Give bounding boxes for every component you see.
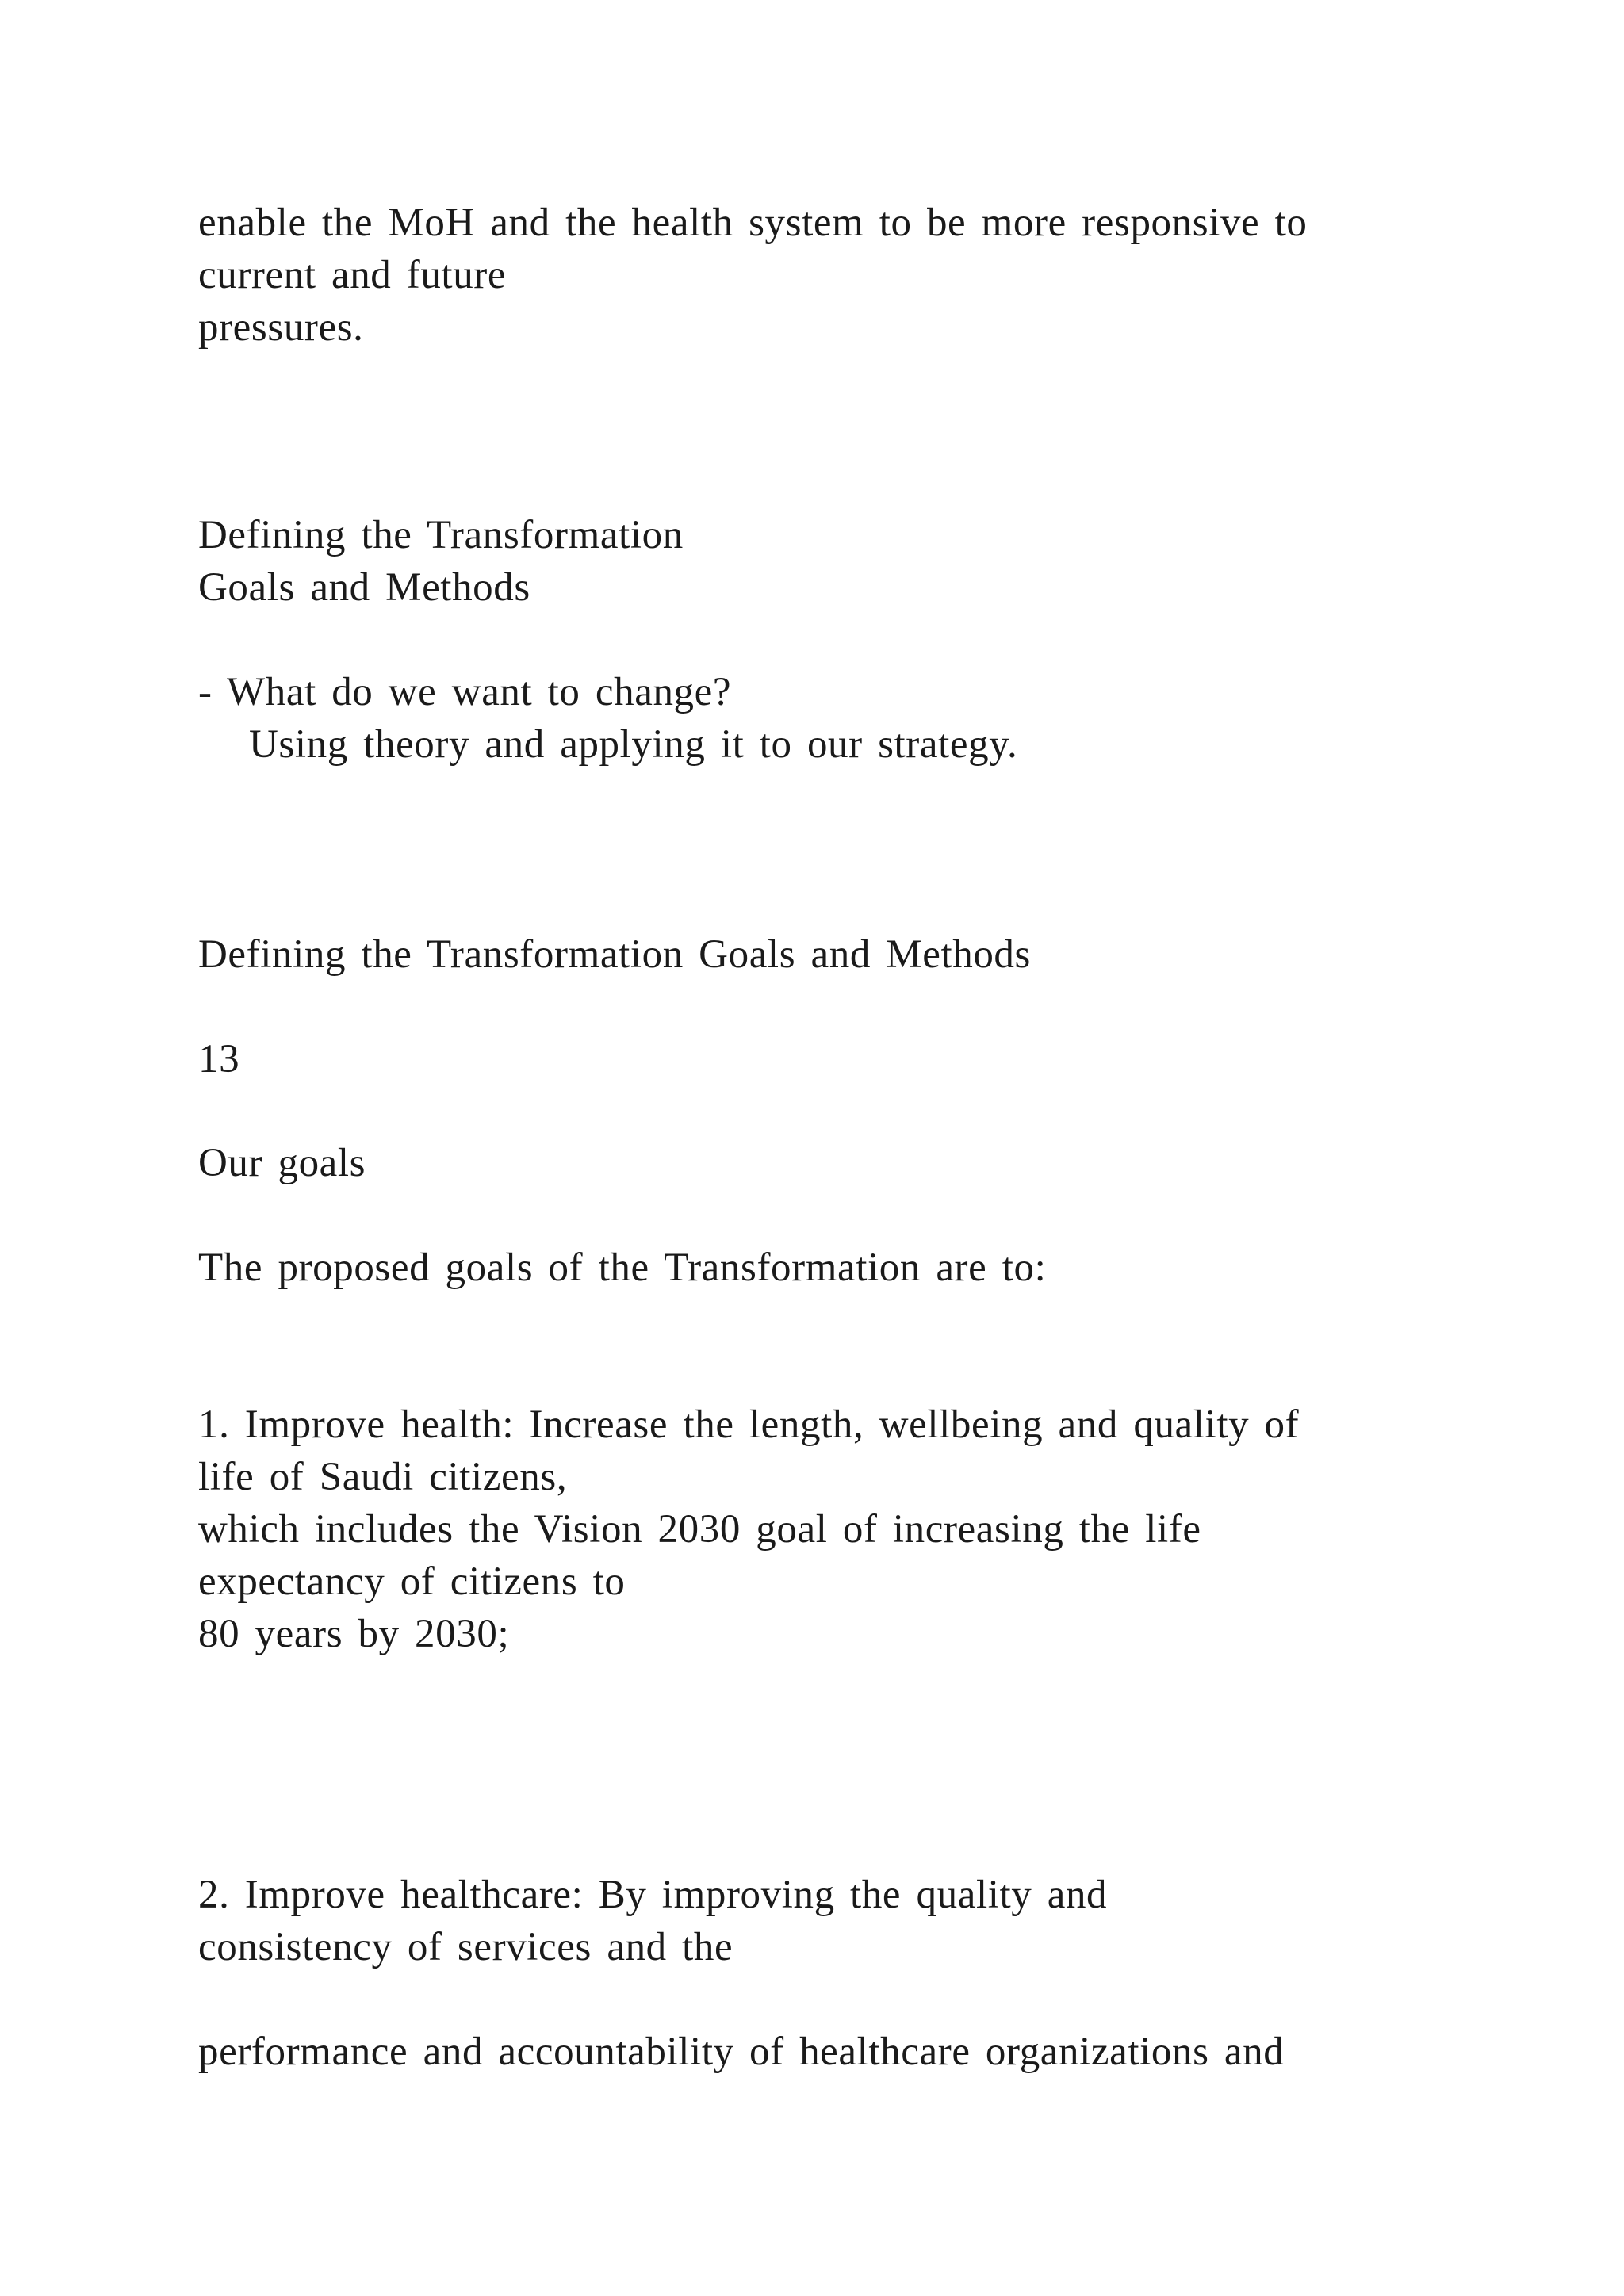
subheading: Our goals (198, 1141, 366, 1185)
list-item-line: consistency of services and the (198, 1925, 733, 1969)
text-line: The proposed goals of the Transformation are to: (198, 1246, 1047, 1290)
list-item-line: expectancy of citizens to (198, 1559, 626, 1604)
list-item-line: performance and accountability of healthcare organizations and (198, 2030, 1285, 2074)
list-item-line: which includes the Vision 2030 goal of increasing the life (198, 1507, 1201, 1552)
section-heading: Goals and Methods (198, 565, 530, 610)
text-line: Using theory and applying it to our strategy. (249, 722, 1018, 767)
section-heading: Defining the Transformation Goals and Methods (198, 932, 1031, 977)
text-line: enable the MoH and the health system to be more responsive to (198, 201, 1308, 245)
text-line: pressures. (198, 305, 364, 350)
slide-number: 13 (198, 1037, 240, 1081)
list-item-line: 1. Improve health: Increase the length, wellbeing and quality of (198, 1402, 1300, 1447)
list-item-line: 2. Improve healthcare: By improving the quality and (198, 1873, 1108, 1917)
text-line: current and future (198, 253, 507, 297)
list-item-line: life of Saudi citizens, (198, 1455, 568, 1499)
text-line: - What do we want to change? (198, 670, 732, 714)
section-heading: Defining the Transformation (198, 513, 684, 557)
list-item-line: 80 years by 2030; (198, 1612, 510, 1656)
